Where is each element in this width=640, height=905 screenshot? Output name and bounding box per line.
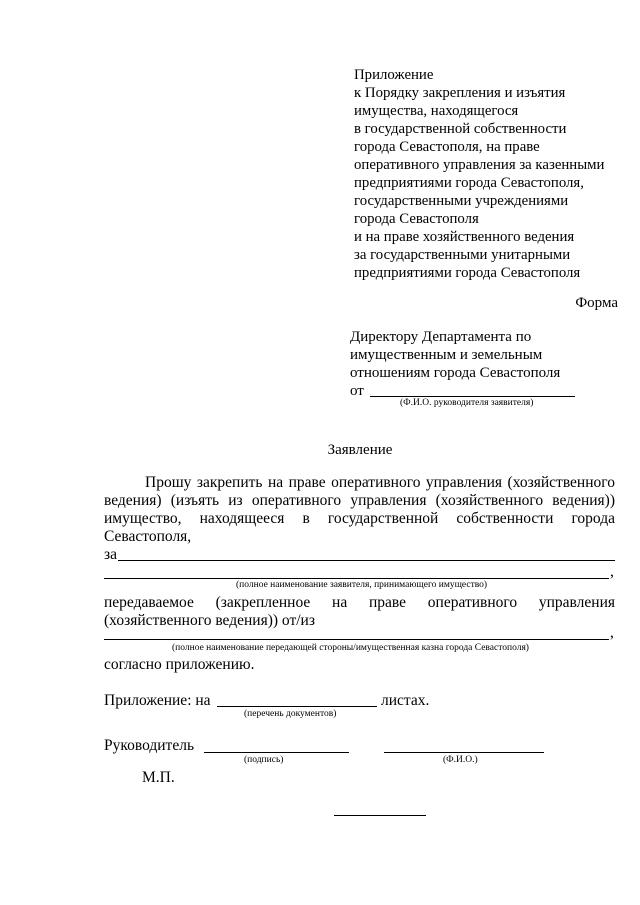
annex-line: предприятиями города Севастополя, bbox=[354, 175, 584, 191]
recipient-hint: (полное наименование заявителя, принимающего имущество) bbox=[236, 580, 488, 590]
annex-line: города Севастополя bbox=[354, 211, 479, 227]
name-field-line bbox=[384, 752, 544, 753]
annex-line: имущества, находящегося bbox=[354, 103, 519, 119]
addressee-line: отношениям города Севастополя bbox=[350, 365, 561, 381]
annex-line: и на праве хозяйственного ведения bbox=[354, 229, 575, 245]
name-hint: (Ф.И.О.) bbox=[443, 755, 478, 765]
body-line: передаваемое (закрепленное на праве оперативного управления bbox=[104, 594, 615, 611]
annex-line: к Порядку закрепления и изъятия bbox=[354, 85, 566, 101]
annex-line: предприятиями города Севастополя bbox=[354, 265, 581, 281]
attachment-label: Приложение: на bbox=[104, 692, 211, 709]
sender-field-line bbox=[104, 639, 609, 640]
annex-line: Приложение bbox=[354, 67, 434, 83]
body-line: имущество, находящееся в государственной собственности города bbox=[104, 510, 615, 527]
signature-label: Руководитель bbox=[104, 737, 195, 754]
annex-line: оперативного управления за казенными bbox=[354, 157, 605, 173]
comma: , bbox=[610, 563, 614, 580]
annex-line: государственными учреждениями bbox=[354, 193, 569, 209]
addressee-line: Директору Департамента по bbox=[350, 329, 532, 345]
attachment-field-line bbox=[217, 706, 377, 707]
addressee-line: имущественным и земельным bbox=[350, 347, 543, 363]
comma: , bbox=[610, 624, 614, 641]
za-label: за bbox=[104, 546, 118, 563]
annex-line: города Севастополя, на праве bbox=[354, 139, 540, 155]
closing-divider bbox=[334, 815, 426, 816]
signature-field-line bbox=[204, 752, 349, 753]
sender-hint: (полное наименование передающей стороны/имущественная казна города Севастополя) bbox=[172, 643, 529, 653]
annex-line: за государственными унитарными bbox=[354, 247, 571, 263]
attachment-suffix: листах. bbox=[381, 692, 430, 709]
body-line: Прошу закрепить на праве оперативного управления (хозяйственного bbox=[145, 474, 615, 491]
annex-line: в государственной собственности bbox=[354, 121, 567, 137]
body-line: (хозяйственного ведения)) от/из bbox=[104, 612, 315, 629]
document-title: Заявление bbox=[327, 442, 393, 458]
form-label: Форма bbox=[575, 295, 618, 311]
recipient-field-line bbox=[118, 560, 615, 561]
body-line: согласно приложению. bbox=[104, 656, 255, 673]
signature-hint: (подпись) bbox=[244, 755, 284, 765]
stamp-label: М.П. bbox=[142, 769, 175, 786]
body-line: Севастополя, bbox=[104, 528, 192, 545]
from-field-line bbox=[370, 396, 575, 397]
attachment-hint: (перечень документов) bbox=[244, 709, 337, 719]
from-hint: (Ф.И.О. руководителя заявителя) bbox=[400, 398, 534, 408]
body-line: ведения) (изъять из оперативного управления (хозяйственного ведения)) bbox=[104, 492, 615, 509]
recipient-field-line-2 bbox=[104, 578, 609, 579]
from-label: от bbox=[350, 383, 364, 399]
